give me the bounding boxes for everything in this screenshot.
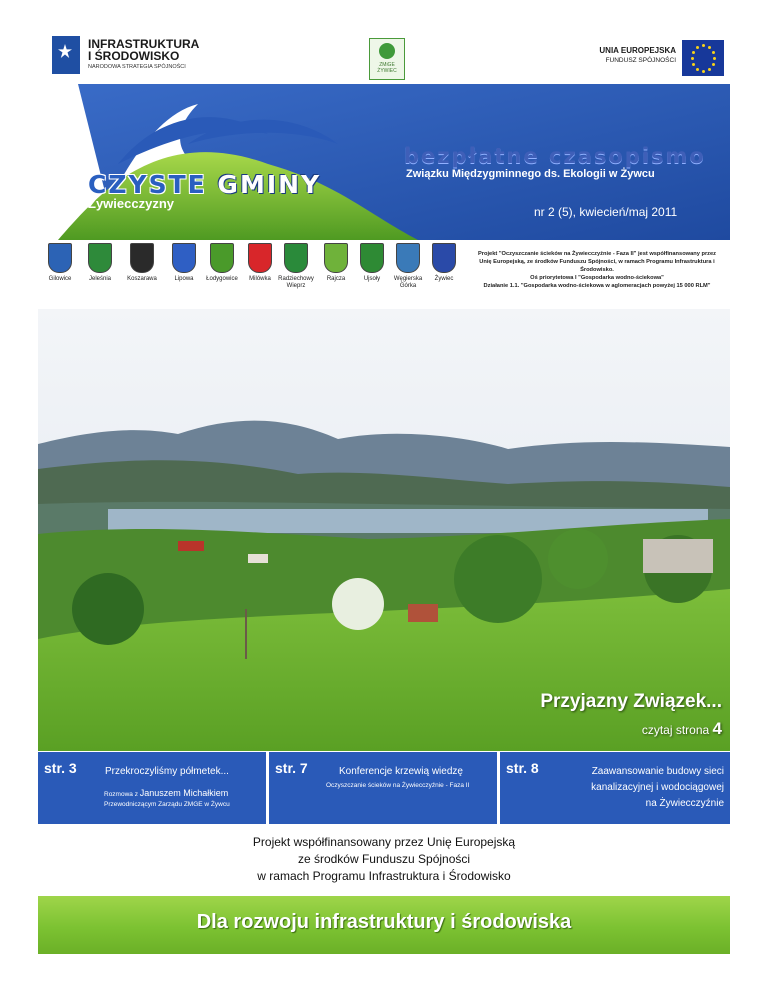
project-note-line: Oś priorytetowa I "Gospodarka wodno-ściekowa" bbox=[530, 275, 664, 281]
is-logo-line1: INFRASTRUKTURA bbox=[88, 37, 200, 51]
article-title: Przekroczyliśmy półmetek... bbox=[105, 766, 229, 777]
eu-funds-flag-icon bbox=[52, 36, 80, 74]
municipality-crest bbox=[202, 243, 242, 283]
municipality-crests bbox=[40, 243, 456, 313]
municipality-name: Jeleśnia bbox=[88, 276, 111, 282]
municipality-crest bbox=[276, 243, 316, 290]
municipality-crest bbox=[316, 243, 356, 283]
eu-flag-icon bbox=[682, 40, 724, 76]
cover-headline: Przyjazny Związek... bbox=[540, 691, 722, 712]
is-logo-line3: NARODOWA STRATEGIA SPÓJNOŚCI bbox=[88, 64, 186, 70]
read-more-label: czytaj strona bbox=[641, 723, 710, 737]
coat-of-arms-icon bbox=[48, 243, 72, 273]
cover-read-more bbox=[642, 719, 722, 739]
contents-item-page8[interactable] bbox=[500, 752, 730, 824]
municipality-name: Żywiec bbox=[434, 276, 454, 282]
contents-item-page3[interactable] bbox=[38, 752, 266, 824]
municipality-name: Ujsoły bbox=[363, 276, 381, 282]
coat-of-arms-icon bbox=[210, 243, 234, 273]
landscape-illustration bbox=[38, 309, 730, 751]
slogan-bar bbox=[38, 896, 730, 954]
is-logo-line2: I ŚRODOWISKO bbox=[88, 49, 180, 63]
coat-of-arms-icon bbox=[130, 243, 154, 273]
municipality-crest bbox=[122, 243, 162, 283]
masthead-banner bbox=[38, 84, 730, 240]
page-number: str. 8 bbox=[506, 760, 539, 776]
cofinancing-line: ze środków Funduszu Spójności bbox=[297, 852, 471, 866]
article-subtitle bbox=[104, 788, 228, 798]
municipality-crest bbox=[424, 243, 464, 283]
coat-of-arms-icon bbox=[324, 243, 348, 273]
project-note-line: Unię Europejską, ze środków Funduszu Spójności, w ramach Programu Infrastruktura i Środowisko. bbox=[479, 259, 715, 273]
municipality-name: Gilowice bbox=[48, 276, 72, 282]
magazine-subtitle: Żywiecczyzny bbox=[88, 196, 174, 211]
page-number: str. 7 bbox=[275, 760, 308, 776]
cofinancing-statement bbox=[230, 834, 538, 885]
cover-photo bbox=[38, 309, 730, 751]
article-title-line2: kanalizacyjnej i wodociągowej bbox=[591, 782, 724, 793]
project-note-line: Projekt "Oczyszczanie ścieków na Żywiecczyźnie - Faza II" jest współfinansowany przez bbox=[477, 251, 717, 257]
publisher-name: Związku Międzygminnego ds. Ekologii w Żywcu bbox=[406, 168, 655, 180]
issn-label: ISSN 2082-713X bbox=[42, 138, 51, 199]
magazine-title bbox=[88, 170, 321, 199]
zmge-logo-text: ZMiGE ŻYWIEC bbox=[377, 62, 397, 74]
municipality-crest bbox=[352, 243, 392, 283]
municipality-name: Lipowa bbox=[174, 276, 194, 282]
page-number: str. 3 bbox=[44, 760, 77, 776]
zmge-logo bbox=[369, 38, 405, 80]
municipality-crest bbox=[388, 243, 428, 290]
interview-prefix: Rozmowa z bbox=[104, 791, 138, 798]
contents-bar bbox=[38, 752, 730, 824]
coat-of-arms-icon bbox=[284, 243, 308, 273]
municipality-name: Milówka bbox=[249, 276, 271, 282]
municipality-name: Rajcza bbox=[326, 276, 346, 282]
interviewee-name: Januszem Michałkiem bbox=[139, 788, 229, 798]
municipality-crest bbox=[80, 243, 120, 283]
coat-of-arms-icon bbox=[172, 243, 196, 273]
municipality-name: Węgierska Górka bbox=[393, 276, 423, 289]
read-more-page: 4 bbox=[712, 719, 722, 738]
tree-icon bbox=[379, 43, 395, 59]
municipality-crest bbox=[164, 243, 204, 283]
coat-of-arms-icon bbox=[432, 243, 456, 273]
title-part2: GMINY bbox=[206, 170, 322, 199]
coat-of-arms-icon bbox=[396, 243, 420, 273]
project-note-line: Działanie 1.1. "Gospodarka wodno-ściekowa w aglomeracjach powyżej 15 000 RLM" bbox=[483, 283, 711, 289]
article-subtitle-line2: Przewodniczącym Zarządu ZMGE w Żywcu bbox=[104, 801, 230, 808]
article-title-line3: na Żywiecczyźnie bbox=[645, 798, 724, 809]
infrastruktura-srodowisko-logo bbox=[52, 36, 200, 80]
slogan-text: Dla rozwoju infrastruktury i środowiska bbox=[196, 911, 572, 933]
cofinancing-line: w ramach Programu Infrastruktura i Środowisko bbox=[257, 869, 511, 883]
eu-logo-text bbox=[560, 46, 676, 64]
project-funding-note bbox=[462, 250, 732, 290]
article-subtitle: Oczyszczanie ścieków na Żywiecczyźnie - Faza II bbox=[326, 782, 470, 789]
free-magazine-tagline: bezpłatne czasopismo bbox=[404, 144, 706, 168]
municipality-name: Łodygowice bbox=[206, 276, 238, 282]
contents-item-page7[interactable] bbox=[269, 752, 497, 824]
issue-number: nr 2 (5), kwiecień/maj 2011 bbox=[534, 205, 678, 219]
municipality-name: Koszarawa bbox=[127, 276, 157, 282]
eu-logo-line1: UNIA EUROPEJSKA bbox=[599, 46, 676, 55]
title-part1: CZYSTE bbox=[88, 170, 207, 199]
cofinancing-line: Projekt współfinansowany przez Unię Europejską bbox=[252, 835, 516, 849]
municipality-name: Radziechowy Wieprz bbox=[278, 276, 314, 289]
coat-of-arms-icon bbox=[88, 243, 112, 273]
coat-of-arms-icon bbox=[360, 243, 384, 273]
municipality-crest bbox=[40, 243, 80, 283]
municipality-crest bbox=[240, 243, 280, 283]
article-title-line1: Zaawansowanie budowy sieci bbox=[591, 766, 724, 777]
article-title: Konferencje krzewią wiedzę bbox=[339, 766, 463, 777]
eu-logo-line2: FUNDUSZ SPÓJNOŚCI bbox=[605, 57, 676, 64]
coat-of-arms-icon bbox=[248, 243, 272, 273]
